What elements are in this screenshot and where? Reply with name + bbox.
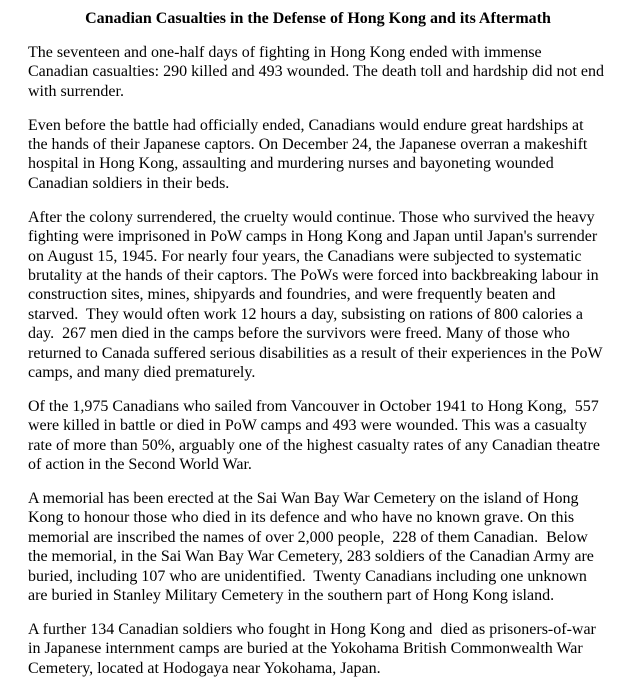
text-line: Canadian soldiers in their beds. [28,174,230,192]
text-line: hospital in Hong Kong, assaulting and murdering nurses and bayoneting wounded [28,155,554,173]
text-line: Kong to honour those who died in its defence and who have no known grave. On this [28,509,575,527]
text-line: fighting were imprisoned in PoW camps in Hong Kong and Japan until Japan's surrender [28,228,598,246]
paragraph-hospital-atrocity [28,116,621,194]
text-line: the hands of their Japanese captors. On December 24, the Japanese overran a makeshift [28,136,588,154]
text-line: Cemetery, located at Hodogaya near Yokohama, Japan. [28,659,381,677]
text-line: on August 15, 1945. For nearly four years, the Canadians were subjected to systematic [28,247,582,265]
text-line: the memorial, in the Sai Wan Bay War Cemetery, 283 soldiers of the Canadian Army are [28,548,594,566]
text-line: are buried in Stanley Military Cemetery in the southern part of Hong Kong island. [28,587,555,605]
paragraph-yokohama-cemetery [28,620,621,678]
text-line: Of the 1,975 Canadians who sailed from Vancouver in October 1941 to Hong Kong, 557 [28,397,599,415]
paragraph-sai-wan-memorial [28,489,621,605]
text-line: with surrender. [28,82,124,100]
text-line: The seventeen and one-half days of fighting in Hong Kong ended with immense [28,43,542,61]
text-line: brutality at the hands of their captors. The PoWs were forced into backbreaking labour in [28,266,599,284]
text-line: day. 267 men died in the camps before the survivors were freed. Many of those who [28,325,570,343]
text-line: were killed in battle or died in PoW camps and 493 were wounded. This was a casualty [28,417,587,435]
text-line: rate of more than 50%, arguably one of the highest casualty rates of any Canadian theatre [28,436,600,454]
text-line: of action in the Second World War. [28,456,252,474]
text-line: starved. They would often work 12 hours a day, subsisting on rations of 800 calories a [28,305,584,323]
text-line: After the colony surrendered, the cruelty would continue. Those who survived the heavy [28,208,595,226]
text-line: Canadian casualties: 290 killed and 493 wounded. The death toll and hardship did not end [28,63,605,81]
text-line: camps, and many died prematurely. [28,364,256,381]
text-line: Even before the battle had officially ended, Canadians would endure great hardships at [28,116,584,134]
text-line: returned to Canada suffered serious disabilities as a result of their experiences in the PoW [28,344,603,362]
text-line: memorial are inscribed the names of over 2,000 people, 228 of them Canadian. Below [28,528,588,546]
text-line: buried, including 107 who are unidentified. Twenty Canadians including one unknown [28,567,587,585]
paragraph-pow-camps [28,208,621,383]
text-line: construction sites, mines, shipyards and foundries, and were frequently beaten and [28,286,556,304]
text-line: A further 134 Canadian soldiers who fought in Hong Kong and died as prisoners-of-war [28,620,596,638]
page-title: Canadian Casualties in the Defense of Hong Kong and its Aftermath [85,10,551,27]
text-line: A memorial has been erected at the Sai Wan Bay War Cemetery on the island of Hong [28,490,579,508]
paragraph-casualty-summary [28,43,621,101]
text-line: in Japanese internment camps are buried at the Yokohama British Commonwealth War [28,640,583,658]
paragraph-casualty-rate [28,397,621,475]
